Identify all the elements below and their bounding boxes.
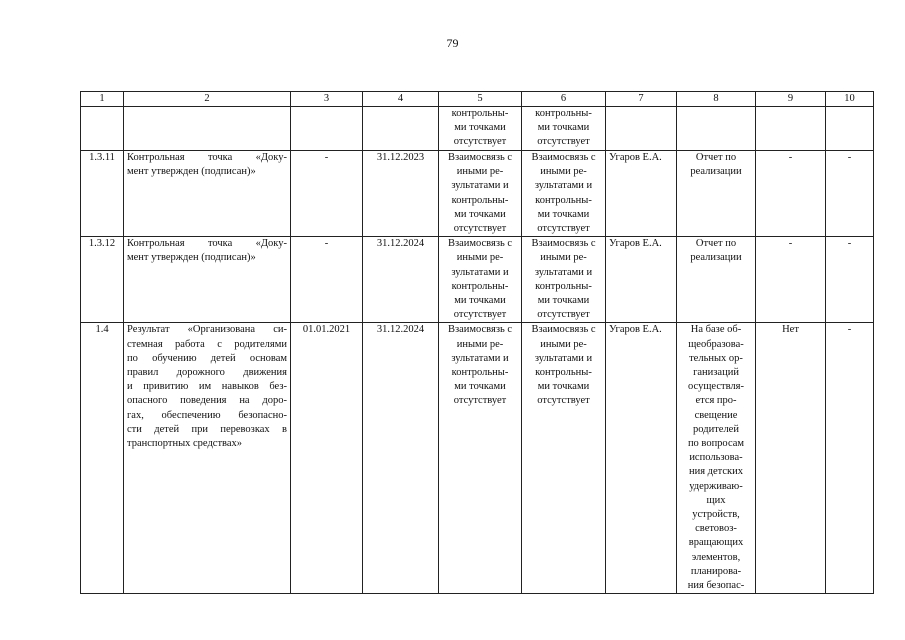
row-name — [124, 237, 291, 323]
col-header: 6 — [522, 92, 606, 107]
cell-line: и привитию им навыков без- — [127, 381, 287, 393]
cell-line: контрольны- — [535, 280, 592, 292]
cell-line: ния детских — [688, 466, 744, 478]
col-header: 1 — [81, 92, 124, 107]
cell-line: ми точками — [454, 295, 506, 307]
cell-line: щих — [706, 494, 726, 506]
cell-line: иными ре- — [456, 252, 504, 264]
cell-line: зультатами и — [534, 266, 593, 278]
cell-line: реализации — [690, 166, 742, 178]
cell-line: по обучению детей основам — [127, 352, 287, 364]
cell-line: устройств, — [692, 509, 740, 521]
cell-line: контрольны- — [451, 367, 509, 379]
cell-line: ния безопас- — [687, 580, 745, 592]
cell-line: использова- — [689, 452, 743, 464]
row-result-type — [677, 323, 756, 594]
cell-line: родителей — [693, 423, 739, 435]
row-col9: Нет — [756, 323, 826, 594]
col-header: 2 — [124, 92, 291, 107]
cell-line: ми точками — [537, 208, 590, 220]
page-number: 79 — [446, 36, 459, 50]
cell-line: Взаимосвязь с — [447, 324, 513, 336]
cell-line: ми точками — [454, 122, 506, 134]
row-start-date: - — [291, 237, 363, 323]
row-relation-2 — [522, 237, 606, 323]
row-result-type — [677, 151, 756, 237]
row-end-date: 31.12.2024 — [363, 237, 439, 323]
row-id: 1.4 — [81, 323, 124, 594]
cell-line: контрольны- — [451, 108, 509, 119]
cell-line: Взаимосвязь с — [447, 152, 513, 163]
cell-line: иными ре- — [540, 338, 587, 350]
table-row — [81, 151, 874, 237]
row-relation-2 — [522, 323, 606, 594]
row-col9: - — [756, 237, 826, 323]
row-end-date: 31.12.2024 — [363, 323, 439, 594]
cell-line: отсутствует — [537, 136, 590, 148]
cell-line: зультатами и — [534, 352, 593, 364]
cell-line: На базе об- — [690, 324, 742, 336]
row-responsible: Угаров Е.А. — [606, 151, 677, 237]
cell-line: реализации — [690, 252, 742, 264]
cell-line: транспортных средствах» — [127, 438, 243, 450]
table-cell — [826, 107, 874, 151]
row-relation-2 — [522, 151, 606, 237]
cell-line: ми точками — [454, 208, 506, 220]
row-name — [124, 323, 291, 594]
table-row — [81, 237, 874, 323]
cell-line: щеобразова- — [688, 338, 744, 350]
cell-line: отсутствует — [453, 395, 507, 407]
col-header: 4 — [363, 92, 439, 107]
row-responsible: Угаров Е.А. — [606, 237, 677, 323]
header-row — [81, 92, 874, 107]
row-col9: - — [756, 151, 826, 237]
col-header: 5 — [439, 92, 522, 107]
cell-line: тельных ор- — [689, 352, 743, 364]
cell-line: Отчет по — [695, 152, 737, 163]
table-cell — [81, 107, 124, 151]
cell-line: Контрольная точка «Доку- — [127, 152, 287, 163]
cell-line: контрольны- — [535, 367, 592, 379]
cell-line: сти детей при перевозках в — [127, 423, 287, 435]
row-col10: - — [826, 323, 874, 594]
cell-line: ми точками — [537, 295, 590, 307]
cell-line: свещение — [694, 409, 738, 421]
cell-line: отсутствует — [453, 136, 507, 148]
row-responsible: Угаров Е.А. — [606, 323, 677, 594]
cell-line: правил дорожного движения — [127, 367, 287, 379]
cell-line: Результат «Организована си- — [127, 324, 287, 336]
col-header: 8 — [677, 92, 756, 107]
table-cell — [363, 107, 439, 151]
cell-line: удерживаю- — [689, 480, 743, 492]
cell-line: Взаимосвязь с — [447, 238, 513, 250]
cell-line: контрольны- — [535, 108, 592, 119]
cell-line: гах, обеспечению безопасно- — [127, 409, 287, 421]
row-col10: - — [826, 151, 874, 237]
cell-line: иными ре- — [540, 166, 587, 178]
cell-line: Взаимосвязь с — [531, 238, 596, 250]
cell-line: световоз- — [695, 523, 737, 535]
table-cell — [124, 107, 291, 151]
cell-line: стемная работа с родителями — [127, 338, 287, 350]
cell-line: иными ре- — [456, 338, 504, 350]
cell-line: контрольны- — [451, 194, 509, 206]
cell-line: осуществля- — [688, 381, 744, 393]
table-cell — [291, 107, 363, 151]
table-cell — [439, 107, 522, 151]
cell-line: зультатами и — [451, 266, 509, 278]
cell-line: зультатами и — [451, 180, 509, 192]
table-cell — [677, 107, 756, 151]
cell-line: Взаимосвязь с — [531, 152, 596, 163]
cell-line: мент утвержден (подписан)» — [127, 166, 256, 178]
table-cell — [606, 107, 677, 151]
col-header: 3 — [291, 92, 363, 107]
row-id: 1.3.12 — [81, 237, 124, 323]
cell-line: по вопросам — [687, 438, 745, 450]
col-header: 10 — [826, 92, 874, 107]
row-relation-1 — [439, 151, 522, 237]
row-name — [124, 151, 291, 237]
cell-line: ми точками — [537, 122, 590, 134]
cell-line: отсутствует — [453, 309, 507, 321]
cell-line: зультатами и — [451, 352, 509, 364]
table-row-continuation — [81, 107, 874, 151]
cell-line: ганизаций — [693, 367, 739, 379]
row-relation-1 — [439, 237, 522, 323]
cell-line: элементов, — [691, 551, 741, 563]
row-col10: - — [826, 237, 874, 323]
row-end-date: 31.12.2023 — [363, 151, 439, 237]
table-cell — [756, 107, 826, 151]
row-start-date: - — [291, 151, 363, 237]
cell-line: отсутствует — [537, 395, 590, 407]
cell-line: зультатами и — [534, 180, 593, 192]
col-header: 9 — [756, 92, 826, 107]
data-table — [80, 91, 874, 594]
cell-line: Контрольная точка «Доку- — [127, 238, 287, 250]
cell-line: мент утвержден (подписан)» — [127, 252, 256, 264]
cell-line: контрольны- — [535, 194, 592, 206]
table-cell — [522, 107, 606, 151]
cell-line: планирова- — [690, 565, 742, 577]
cell-line: иными ре- — [456, 166, 504, 178]
cell-line: ется про- — [695, 395, 737, 407]
cell-line: отсутствует — [453, 223, 507, 235]
cell-line: Отчет по — [695, 238, 737, 250]
cell-line: контрольны- — [451, 280, 509, 292]
col-header: 7 — [606, 92, 677, 107]
row-relation-1 — [439, 323, 522, 594]
cell-line: отсутствует — [537, 309, 590, 321]
cell-line: Взаимосвязь с — [531, 324, 596, 336]
table-row — [81, 323, 874, 594]
row-result-type — [677, 237, 756, 323]
row-id: 1.3.11 — [81, 151, 124, 237]
row-start-date: 01.01.2021 — [291, 323, 363, 594]
cell-line: иными ре- — [540, 252, 587, 264]
cell-line: опасного поведения на доро- — [127, 395, 287, 407]
cell-line: отсутствует — [537, 223, 590, 235]
cell-line: ми точками — [537, 381, 590, 393]
cell-line: ми точками — [454, 381, 506, 393]
cell-line: вращающих — [688, 537, 744, 549]
